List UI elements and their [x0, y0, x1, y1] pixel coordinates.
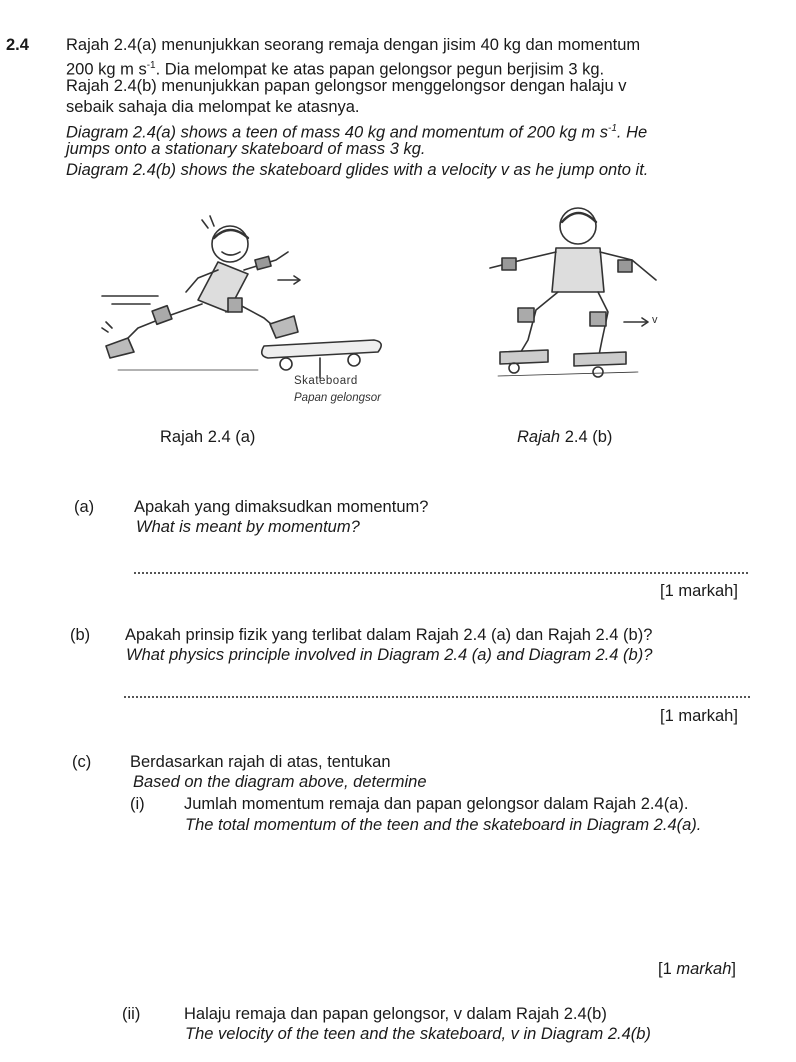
intro-ms-line-1: Rajah 2.4(a) menunjukkan seorang remaja dengan jisim 40 kg dan momentum	[66, 36, 641, 54]
caption-diagram-b-italic: Rajah	[517, 428, 561, 446]
part-b-en: What physics principle involved in Diagram 2.4 (a) and Diagram 2.4 (b)?	[126, 646, 653, 664]
part-b-ms: Apakah prinsip fizik yang terlibat dalam Rajah 2.4 (a) dan Rajah 2.4 (b)?	[125, 626, 653, 644]
part-a-ms: Apakah yang dimaksudkan momentum?	[134, 498, 429, 516]
intro-ms-line-2-sup: -1	[146, 60, 156, 71]
part-c-i-marks-close: ]	[731, 960, 736, 978]
part-b-marks: [1 markah]	[660, 707, 738, 725]
part-b-label: (b)	[70, 626, 91, 644]
part-c-i-marks-word: markah	[676, 960, 732, 978]
intro-ms-line-4: sebaik sahaja dia melompat ke atasnya.	[66, 98, 360, 116]
part-b-answer-line[interactable]	[124, 696, 750, 698]
caption-diagram-b-rest: 2.4 (b)	[560, 428, 613, 446]
part-a-answer-line[interactable]	[134, 572, 748, 574]
velocity-arrow-label: v	[652, 314, 658, 326]
intro-en-line-2: jumps onto a stationary skateboard of mass 3 kg.	[66, 140, 426, 158]
intro-en-line-3: Diagram 2.4(b) shows the skateboard glides with a velocity v as he jump onto it.	[66, 161, 649, 179]
intro-en-line-1-pre: Diagram 2.4(a) shows a teen of mass 40 kg and momentum of 200 kg m s	[66, 123, 609, 142]
part-a-marks: [1 markah]	[660, 582, 738, 600]
skateboard-label-en: Papan gelongsor	[294, 392, 381, 404]
part-c-en: Based on the diagram above, determine	[133, 773, 427, 791]
part-a-en: What is meant by momentum?	[136, 518, 360, 536]
diagram-b-illustration	[478, 200, 678, 390]
intro-ms-line-2-post: . Dia melompat ke atas papan gelongsor pegun berjisim 3 kg.	[155, 60, 605, 79]
part-c-ii-ms: Halaju remaja dan papan gelongsor, v dalam Rajah 2.4(b)	[184, 1005, 607, 1023]
skateboard-label-ms: Skateboard	[294, 375, 358, 387]
intro-ms-line-2-pre: 200 kg m s	[66, 60, 147, 79]
part-c-i-marks	[658, 960, 736, 979]
intro-ms-line-3: Rajah 2.4(b) menunjukkan papan gelongsor menggelongsor dengan halaju v	[66, 77, 627, 95]
intro-en-line-1-sup: -1	[608, 123, 617, 134]
part-c-ii-label: (ii)	[122, 1005, 141, 1023]
part-c-i-marks-open: [1	[658, 960, 677, 978]
part-c-ii-en: The velocity of the teen and the skateboard, v in Diagram 2.4(b)	[185, 1025, 651, 1043]
part-c-i-label: (i)	[130, 795, 145, 813]
caption-diagram-b	[517, 427, 612, 448]
part-c-label: (c)	[72, 753, 92, 771]
question-number: 2.4	[6, 36, 29, 54]
part-a-label: (a)	[74, 498, 95, 516]
part-c-i-ms: Jumlah momentum remaja dan papan gelongsor dalam Rajah 2.4(a).	[184, 795, 689, 813]
caption-diagram-a: Rajah 2.4 (a)	[160, 428, 256, 446]
part-c-i-en: The total momentum of the teen and the skateboard in Diagram 2.4(a).	[185, 816, 702, 834]
part-c-ms: Berdasarkan rajah di atas, tentukan	[130, 753, 391, 771]
intro-en-line-1-post: . He	[616, 123, 648, 142]
